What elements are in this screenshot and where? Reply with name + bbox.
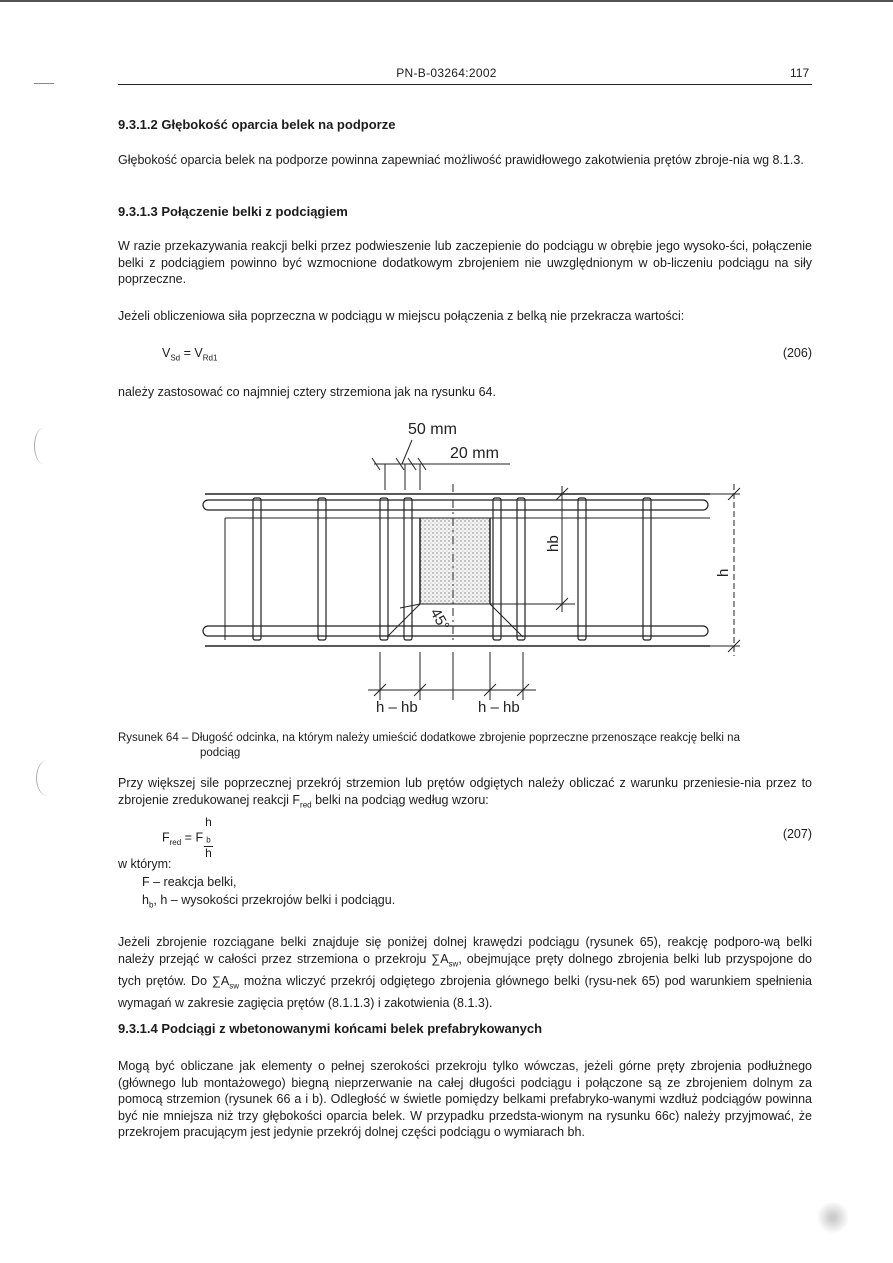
left-scan-mark xyxy=(34,83,54,84)
punch-hole-mark xyxy=(36,760,59,796)
where-label: w którym: xyxy=(118,857,172,871)
equation-206: $V_{Sd} = V_{Rd1}$ xyxy=(162,346,218,363)
header-rule xyxy=(118,84,812,85)
paragraph: Przy większej sile poprzecznej przekrój strzemion lub prętów odgiętych należy obliczać z warunku przeniesie-nia przez to zbrojenie zredukowanej reakcji $F_{red}$ belki na podciąg według wzoru: xyxy=(118,776,812,809)
paragraph: Jeżeli zbrojenie rozciągane belki znajduje się poniżej dolnej krawędzi podciągu (rysunek 65), reakcję podporo-wą belki należy przejąć w całości przez strzemiona o przekroju $\sum A_{sw}$, obejmujące pręty dolnego zbrojenia belki lub przyspojone do tych prętów. Do $\sum A_{sw}$ można wliczyć przekrój odgiętego zbrojenia głównego belki (rysu-nek 65) pod warunkiem spełnienia wymagań w zakresie zagięcia prętów (8.1.1.3) i zakotwienia (8.1.3). xyxy=(118,935,813,1010)
paragraph: Jeżeli obliczeniowa siła poprzeczna w podciągu w miejscu połączenia z belką nie przekracza wartości: xyxy=(118,309,685,323)
beam-cross-section xyxy=(420,518,490,604)
section-heading-9-3-1-4: 9.3.1.4 Podciągi z wbetonowanymi końcami belek prefabrykowanych xyxy=(118,1021,543,1036)
bottom-rebar xyxy=(203,626,708,636)
scan-noise xyxy=(818,1195,848,1240)
paragraph: Mogą być obliczane jak elementy o pełnej szerokości przekroju tylko wówczas, jeżeli górne pręty zbrojenia podłużnego (głównego lub montażowego) biegną nieprzerwanie na całej długości podciągu i połączone są ze zbrojeniem dolnym za pomocą strzemion (rysunek 66 a i b). Odległość w świetle pomiędzy belkami prefabryko-wanymi wzdłuż podciągów powinna być nie mniejsza niż trzy głębokości oparcia belek. W przypadku przedsta-wionym na rysunku 66c) należy przyjmować, że przekrojem pracującym jest jedynie przekrój dolnej części podciągu o wymiarach bh. xyxy=(118,1059,812,1139)
stirrup xyxy=(380,498,388,640)
section-heading-9-3-1-3: 9.3.1.3 Połączenie belki z podciągiem xyxy=(118,204,348,219)
paragraph: W razie przekazywania reakcji belki przez podwieszenie lub zaczepienie do podciągu w obrębie jego wysoko-ści, połączenie belki z podciągiem powinno być wzmocnione dodatkowym zbrojeniem nie uwzględnionym w ob-liczeniu podciągu na siły poprzeczne. xyxy=(118,239,812,286)
equation-number: (206) xyxy=(782,346,812,360)
stirrup xyxy=(253,498,261,640)
h-minus-hb-left: h – hb xyxy=(376,699,418,716)
paragraph: należy zastosować co najmniej cztery strzemiona jak na rysunku 64. xyxy=(118,385,496,399)
definition-item: F – reakcja belki, xyxy=(142,875,237,889)
paragraph: Głębokość oparcia belek na podporze powinna zapewniać możliwość prawidłowego zakotwienia prętów zbroje-nia wg 8.1.3. xyxy=(118,153,804,167)
punch-hole-mark xyxy=(34,428,53,464)
page-number: 117 xyxy=(790,66,810,80)
stirrup xyxy=(578,498,586,640)
stirrup xyxy=(318,498,326,640)
h-minus-hb-right: h – hb xyxy=(478,699,520,716)
angle-label: 45° xyxy=(426,605,453,634)
load-spread-line-45 xyxy=(490,604,523,637)
stirrup xyxy=(493,498,501,640)
equation-number: (207) xyxy=(782,827,812,841)
figure-64-caption: Rysunek 64 – Długość odcinka, na którym należy umieścić dodatkowe zbrojenie poprzeczne przenoszące reakcję belki na podciąg xyxy=(118,732,740,759)
stirrup xyxy=(643,498,651,640)
definition-item: $h_b$, h – wysokości przekrojów belki i podciągu. xyxy=(142,893,396,910)
top-scan-border xyxy=(0,0,893,2)
hb-label: hb xyxy=(545,535,562,552)
equation-207: $F_{red} = F$ h $_b$ h xyxy=(162,815,212,861)
stirrup xyxy=(517,498,525,640)
dim-50mm-label: 50 mm xyxy=(408,421,457,438)
figure-64-drawing xyxy=(190,410,750,730)
dim-leader xyxy=(402,440,412,464)
section-heading-9-3-1-2: 9.3.1.2 Głębokość oparcia belek na podporze xyxy=(118,117,396,132)
dim-20mm-label: 20 mm xyxy=(450,445,499,462)
h-label: h xyxy=(715,568,732,577)
top-rebar xyxy=(203,500,708,510)
standard-header: PN-B-03264:2002 xyxy=(396,66,497,80)
